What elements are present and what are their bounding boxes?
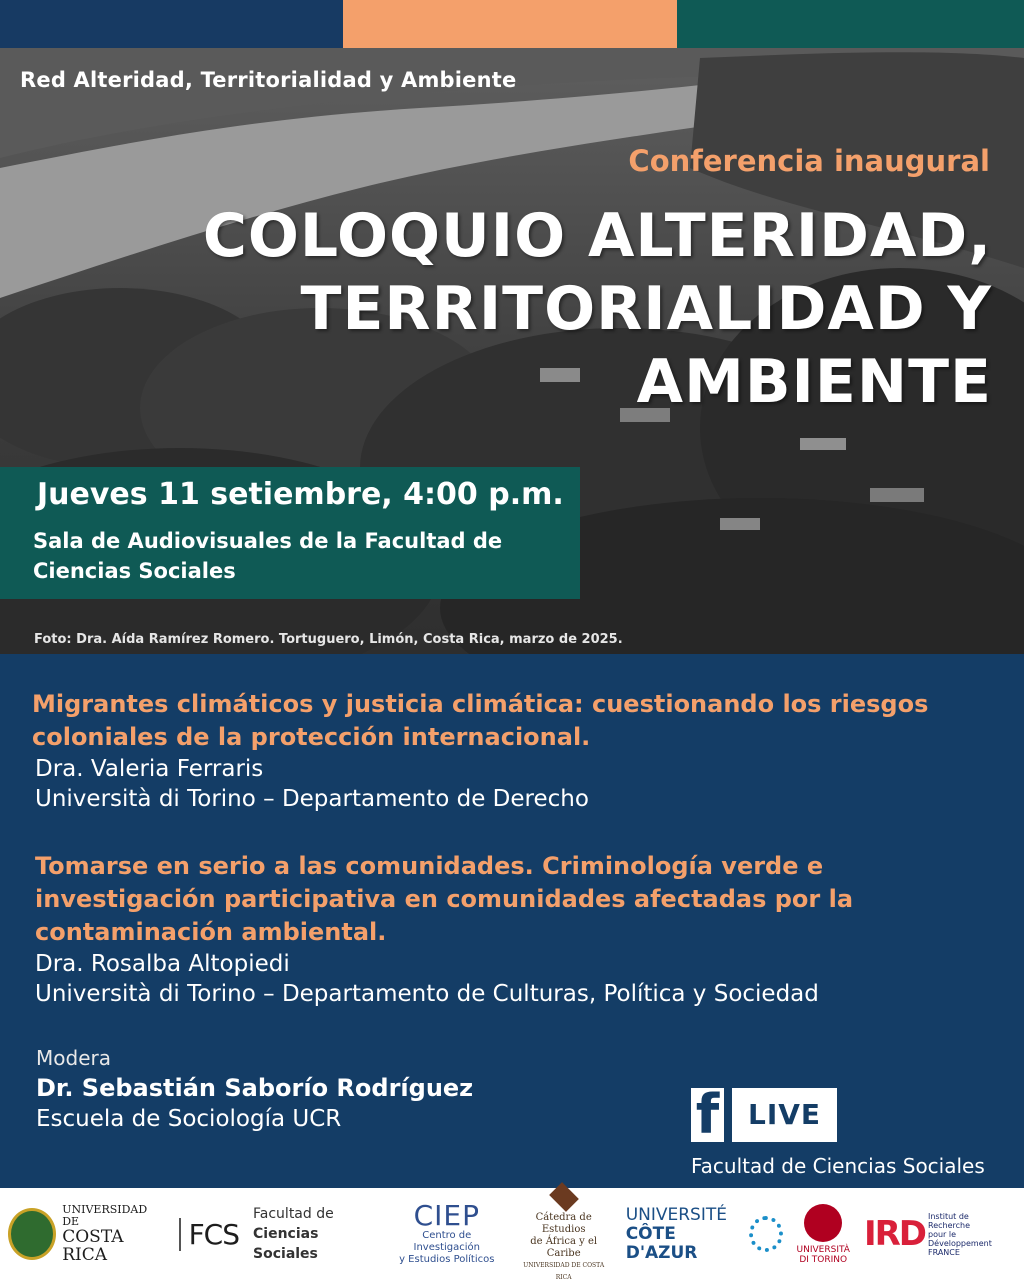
event-title-line: TERRITORIALIDAD Y: [300, 274, 992, 344]
talk-affiliation: Università di Torino – Departamento de Culturas, Política y Sociedad: [35, 981, 819, 1007]
photo-credit: Foto: Dra. Aída Ramírez Romero. Tortuguero, Limón, Costa Rica, marzo de 2025.: [34, 632, 623, 647]
catedra-emblem-icon: [549, 1182, 579, 1212]
moderator-label: Modera: [36, 1046, 111, 1070]
date-venue-box: [0, 467, 580, 599]
moderator-name: Dr. Sebastián Saborío Rodríguez: [36, 1074, 474, 1102]
fcs-full-line: Ciencias Sociales: [253, 1226, 319, 1262]
top-color-bar: [0, 0, 1024, 48]
live-badge: LIVE: [732, 1088, 837, 1142]
moderator-block: [36, 1046, 473, 1132]
talk-title: Tomarse en serio a las comunidades. Criminología verde e investigación participativa en comunidades afectadas por la contaminación ambiental.: [35, 852, 854, 946]
ird-line: Institut de Recherche: [928, 1211, 971, 1230]
talk-item: [32, 688, 992, 814]
ird-line: pour le Développement: [928, 1229, 992, 1248]
talk-title: Migrantes climáticos y justicia climática: cuestionando los riesgos coloniales de la protección internacional.: [32, 690, 929, 751]
fcs-acronym: FCS: [179, 1218, 239, 1251]
cote-line: UNIVERSITÉ: [625, 1204, 727, 1225]
top-bar-navy-segment: [0, 0, 343, 48]
torino-line: DI TORINO: [799, 1254, 848, 1265]
facebook-live-block[interactable]: [691, 1088, 991, 1178]
ciep-line: Centro de Investigación: [413, 1230, 480, 1253]
ucr-seal-icon: [8, 1208, 56, 1260]
ird-line: FRANCE: [928, 1247, 960, 1257]
ucr-name-small: UNIVERSIDAD DE: [62, 1203, 148, 1228]
fcs-full-line: Facultad de: [253, 1206, 334, 1222]
facebook-page-name: Facultad de Ciencias Sociales: [691, 1154, 985, 1178]
fcs-logo: [179, 1218, 239, 1251]
ucr-logo: [8, 1204, 165, 1264]
torino-logo: [797, 1204, 850, 1265]
event-date-time: Jueves 11 setiembre, 4:00 p.m.: [37, 477, 564, 512]
fcs-full-logo: [253, 1204, 378, 1264]
event-title: [192, 200, 992, 419]
talk-affiliation: Università di Torino – Departamento de Derecho: [35, 786, 589, 812]
ird-mark: IRD: [863, 1214, 925, 1254]
catedra-line: UNIVERSIDAD DE COSTA RICA: [523, 1262, 605, 1280]
network-name: Red Alteridad, Territorialidad y Ambiente: [20, 68, 517, 92]
ucr-name-big: COSTA RICA: [62, 1227, 124, 1265]
facebook-live-logo: [691, 1088, 991, 1142]
cote-azur-logo: [626, 1206, 783, 1263]
catedra-africa-caribe-logo: [516, 1184, 612, 1280]
catedra-line: de África y el Caribe: [530, 1236, 598, 1259]
torino-seal-icon: [804, 1204, 842, 1242]
event-title-line: COLOQUIO ALTERIDAD,: [202, 201, 992, 271]
cote-line: CÔTE D'AZUR: [625, 1223, 698, 1263]
ciep-acronym: CIEP: [413, 1199, 480, 1232]
ciep-line: y Estudios Políticos: [399, 1254, 495, 1265]
event-venue: Sala de Audiovisuales de la Facultad de Ciencias Sociales: [33, 529, 503, 583]
talk-item: [32, 850, 992, 1009]
moderator-affiliation: Escuela de Sociología UCR: [36, 1106, 342, 1132]
ciep-logo: [392, 1199, 502, 1266]
cote-dots-icon: [749, 1216, 783, 1252]
torino-line: UNIVERSITÀ: [796, 1244, 850, 1255]
talk-speaker: Dra. Valeria Ferraris: [35, 756, 264, 782]
event-kicker: Conferencia inaugural: [628, 144, 990, 178]
partner-logos-strip: [0, 1188, 1024, 1280]
hero-section: [0, 48, 1024, 654]
program-section: [0, 654, 1024, 1188]
facebook-icon: f: [691, 1088, 724, 1142]
talk-speaker: Dra. Rosalba Altopiedi: [35, 951, 290, 977]
top-bar-orange-segment: [343, 0, 677, 48]
catedra-line: Cátedra de Estudios: [535, 1212, 592, 1235]
event-title-line: AMBIENTE: [636, 347, 992, 417]
ird-logo: [864, 1212, 1002, 1257]
top-bar-teal-segment: [677, 0, 1024, 48]
